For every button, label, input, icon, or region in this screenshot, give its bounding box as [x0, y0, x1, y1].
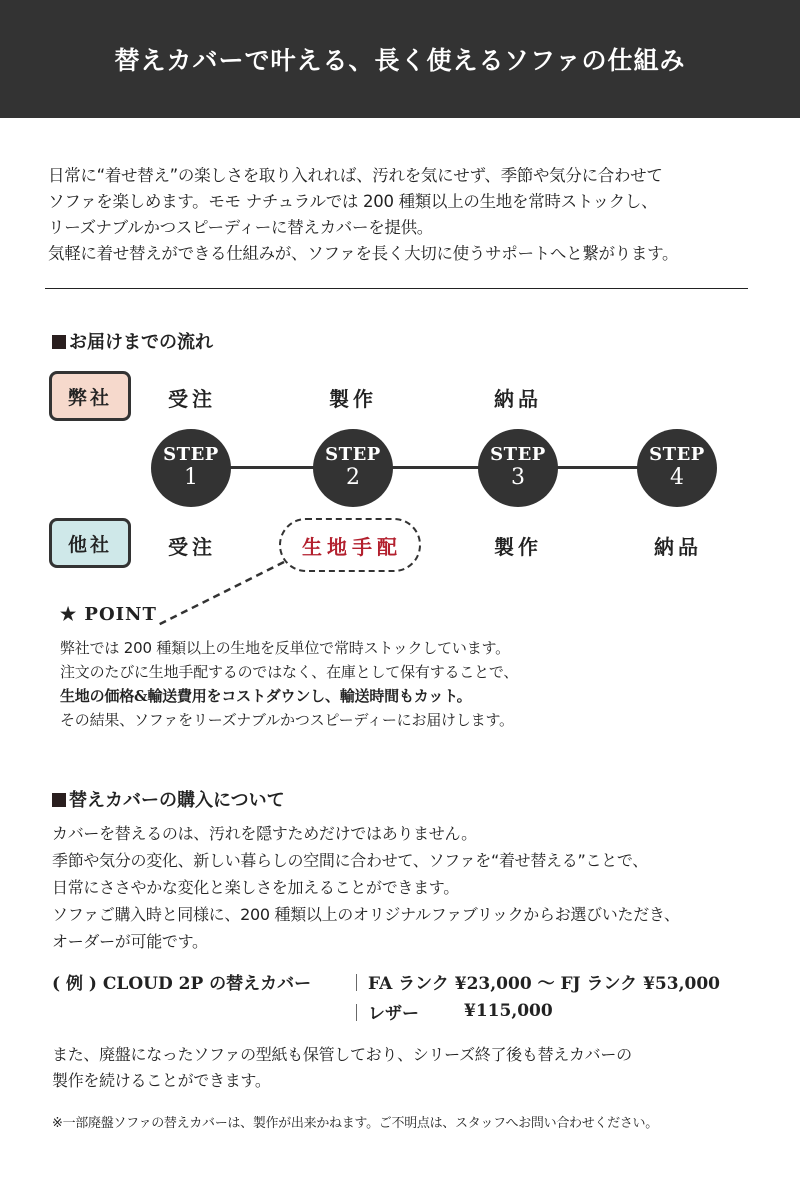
page-title: 替えカバーで叶える、長く使えるソファの仕組み — [114, 46, 686, 75]
step-number: 1 — [184, 465, 198, 490]
page-header — [0, 0, 800, 118]
purchase-line: 季節や気分の変化、新しい暮らしの空間に合わせて、ソファを“着せ替える”ことで、 — [52, 851, 648, 870]
purchase-line: カバーを替えるのは、汚れを隠すためだけではありません。 — [52, 824, 477, 843]
others-label-production: 製作 — [494, 535, 542, 559]
point-line-emphasis: 生地の価格&輸送費用をコストダウンし、輸送時間もカット。 — [60, 687, 472, 705]
other-company-tag: 他社 — [49, 518, 131, 568]
step-4-circle — [637, 429, 717, 507]
intro-line: ソファを楽しめます。モモ ナチュラルでは 200 種類以上の生地を常時ストックし、 — [48, 192, 658, 211]
purchase-body — [52, 820, 680, 955]
ours-label-delivery: 納品 — [494, 387, 542, 411]
purchase-title-text: 替えカバーの購入について — [69, 790, 285, 811]
point-line: その結果、ソファをリーズナブルかつスピーディーにお届けします。 — [60, 711, 514, 729]
intro-line: リーズナブルかつスピーディーに替えカバーを提供。 — [48, 218, 434, 237]
ours-label-order: 受注 — [168, 387, 216, 411]
price-leather-label: レザー — [368, 1003, 419, 1024]
step-1-circle — [151, 429, 231, 507]
footnote: ※一部廃盤ソファの替えカバーは、製作が出来かねます。ご不明点は、スタッフへお問い合わせください。 — [52, 1116, 658, 1131]
point-line: 弊社では 200 種類以上の生地を反単位で常時ストックしています。 — [60, 639, 510, 657]
steps-connector-line — [190, 466, 675, 469]
purchase-line: ソファご購入時と同様に、200 種類以上のオリジナルファブリックからお選びいただき、 — [52, 905, 680, 924]
others-label-fabric-sourcing: 生地手配 — [302, 535, 402, 559]
square-bullet-icon — [52, 793, 66, 807]
step-label: STEP — [163, 444, 219, 465]
step-number: 2 — [346, 465, 360, 490]
flow-section-title — [52, 328, 213, 354]
price-separator: ｜ — [348, 973, 365, 994]
after-text — [52, 1042, 632, 1094]
point-body — [60, 636, 518, 732]
point-title: ★ POINT — [60, 604, 157, 625]
step-label: STEP — [325, 444, 381, 465]
intro-line: 日常に“着せ替え”の楽しさを取り入れれば、汚れを気にせず、季節や気分に合わせて — [48, 166, 663, 185]
purchase-line: オーダーが可能です。 — [52, 932, 208, 951]
price-row — [52, 996, 720, 1026]
others-label-delivery: 納品 — [654, 535, 702, 559]
ours-label-production: 製作 — [329, 387, 377, 411]
price-row — [52, 966, 720, 996]
purchase-section-title — [52, 786, 285, 812]
step-label: STEP — [649, 444, 705, 465]
square-bullet-icon — [52, 335, 66, 349]
price-example-label: ( 例 ) CLOUD 2P の替えカバー — [52, 973, 312, 994]
point-line: 注文のたびに生地手配するのではなく、在庫として保有することで、 — [60, 663, 519, 681]
price-leather-value: ¥115,000 — [464, 1001, 553, 1021]
step-number: 4 — [670, 465, 684, 490]
price-fabric-range: FA ランク ¥23,000 ～ FJ ランク ¥53,000 — [368, 973, 720, 994]
step-2-circle — [313, 429, 393, 507]
step-label: STEP — [490, 444, 546, 465]
flow-title-text: お届けまでの流れ — [69, 332, 213, 353]
price-separator: ｜ — [348, 1003, 365, 1024]
others-label-order: 受注 — [168, 535, 216, 559]
purchase-line: 日常にささやかな変化と楽しさを加えることができます。 — [52, 878, 459, 897]
intro-line: 気軽に着せ替えができる仕組みが、ソファを長く大切に使うサポートへと繋がります。 — [48, 244, 679, 263]
intro-text — [48, 163, 758, 267]
our-company-tag: 弊社 — [49, 371, 131, 421]
after-line: 製作を続けることができます。 — [52, 1071, 271, 1090]
step-3-circle — [478, 429, 558, 507]
price-example — [52, 966, 720, 1026]
section-divider — [45, 288, 748, 289]
step-number: 3 — [511, 465, 525, 490]
after-line: また、廃盤になったソファの型紙も保管しており、シリーズ終了後も替えカバーの — [52, 1045, 632, 1064]
